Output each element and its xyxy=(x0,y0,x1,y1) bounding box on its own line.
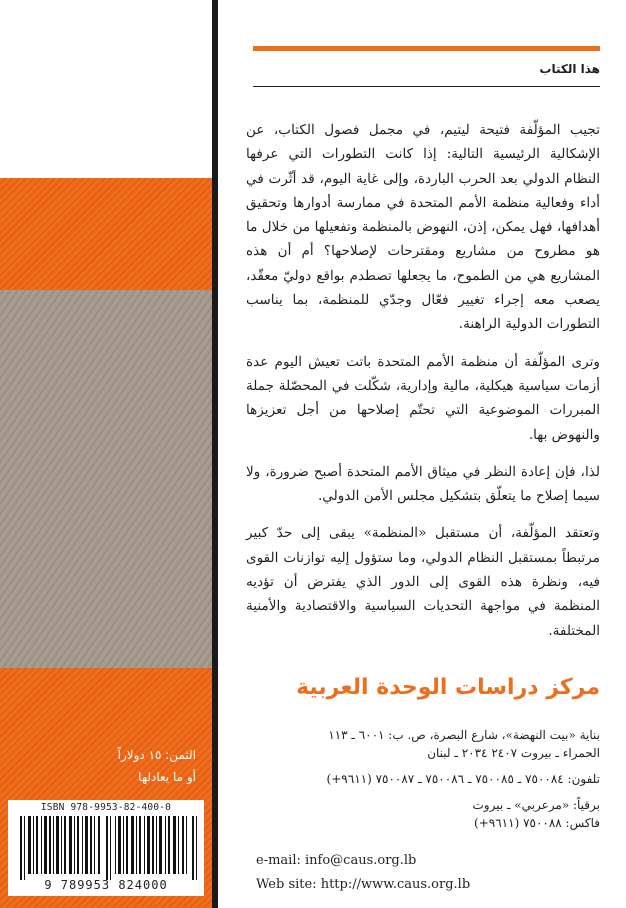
barcode-digits: 9 789953 824000 xyxy=(44,878,168,892)
strip-gray-block xyxy=(0,290,212,668)
description-paragraph: تجيب المؤلّفة فتيحة ليتيم، في مجمل فصول الكتاب، عن الإشكالية الرئيسية التالية: إذا كانت التطورات التي عرفها النظام الدولي بعد الحرب الباردة، وإلى غاية اليوم، قد أثّرت في أداء وفعالية منظمة الأمم المتحدة في ممارسة أدوارها وتحقيق أهدافها، فهل يمكن، إذن، النهوض بالمنظمة وتفعيلها من خلال ما هو مطروح من مشاريع ومقترحات لإصلاحها؟ أم أن هذه المشاريع هي من الطموح، ما يجعلها تصطدم بواقع دوليّ معقّد، يصعب معه إجراء تغيير فعّال وجدّي للمنظمة، بما يناسب التطورات الدولية الراهنة. xyxy=(246,122,600,333)
phone-line: تلفون: ٧٥٠٠٨٤ ـ ٧٥٠٠٨٥ ـ ٧٥٠٠٨٦ ـ ٧٥٠٠٨٧ (٩٦١١+) xyxy=(326,772,600,786)
publisher-online xyxy=(256,849,470,897)
top-accent-rule xyxy=(253,46,600,51)
email-line: e-mail: info@caus.org.lb xyxy=(256,853,417,868)
spine-border xyxy=(212,0,218,908)
fax-line: فاكس: ٧٥٠٠٨٨ (٩٦١١+) xyxy=(474,816,600,830)
telegram-line: برقياً: «مرعربي» ـ بيروت xyxy=(472,798,600,812)
website-line: Web site: http://www.caus.org.lb xyxy=(256,877,471,892)
barcode-graphic xyxy=(20,816,200,880)
strip-white-block xyxy=(0,0,212,178)
description-paragraph: لذا، فإن إعادة النظر في ميثاق الأمم المتحدة أصبح ضرورة، ولا سيما إصلاح ما يتعلّق بتشكيل مجلس الأمن الدولي. xyxy=(246,463,600,505)
strip-orange-block-top xyxy=(0,178,212,290)
description-paragraph: وترى المؤلّفة أن منظمة الأمم المتحدة باتت تعيش اليوم عدة أزمات سياسية هيكلية، مالية وإدارية، شكّلت في المحصّلة جملة المبررات الموضوعية التي تحتّم إصلاحها من أجل تعزيزها والنهوض بها. xyxy=(246,353,600,443)
description-paragraph: وتعتقد المؤلّفة، أن مستقبل «المنظمة» يبقى إلى حدّ كبير مرتبطاً بمستقبل النظام الدولي، وما ستؤول إليه توازنات القوى فيه، ونظرة هذه القوى إلى الدور الذي يفترض أن تؤديه المنظمة في مواجهة التحديات السياسية والاقتصادية والأمنية المختلفة. xyxy=(246,525,600,639)
section-title: هذا الكتاب xyxy=(539,62,600,76)
section-divider xyxy=(253,86,600,87)
address-line: بناية «بيت النهضة»، شارع البصرة، ص. ب: ٦٠٠١ ـ ١١٣ xyxy=(328,728,600,742)
isbn-number: ISBN 978-9953-82-400-0 xyxy=(40,802,172,813)
publisher-name: مركز دراسات الوحدة العربية xyxy=(296,675,600,700)
publisher-contact xyxy=(240,726,600,832)
book-description xyxy=(246,118,600,656)
price-equivalent: أو ما يعادلها xyxy=(138,770,196,784)
address-line: الحمراء ـ بيروت ٢٤٠٧ ٢٠٣٤ ـ لبنان xyxy=(427,746,600,760)
price-amount: الثمن: ١٥ دولاراً xyxy=(117,748,196,762)
price-label xyxy=(16,744,196,788)
